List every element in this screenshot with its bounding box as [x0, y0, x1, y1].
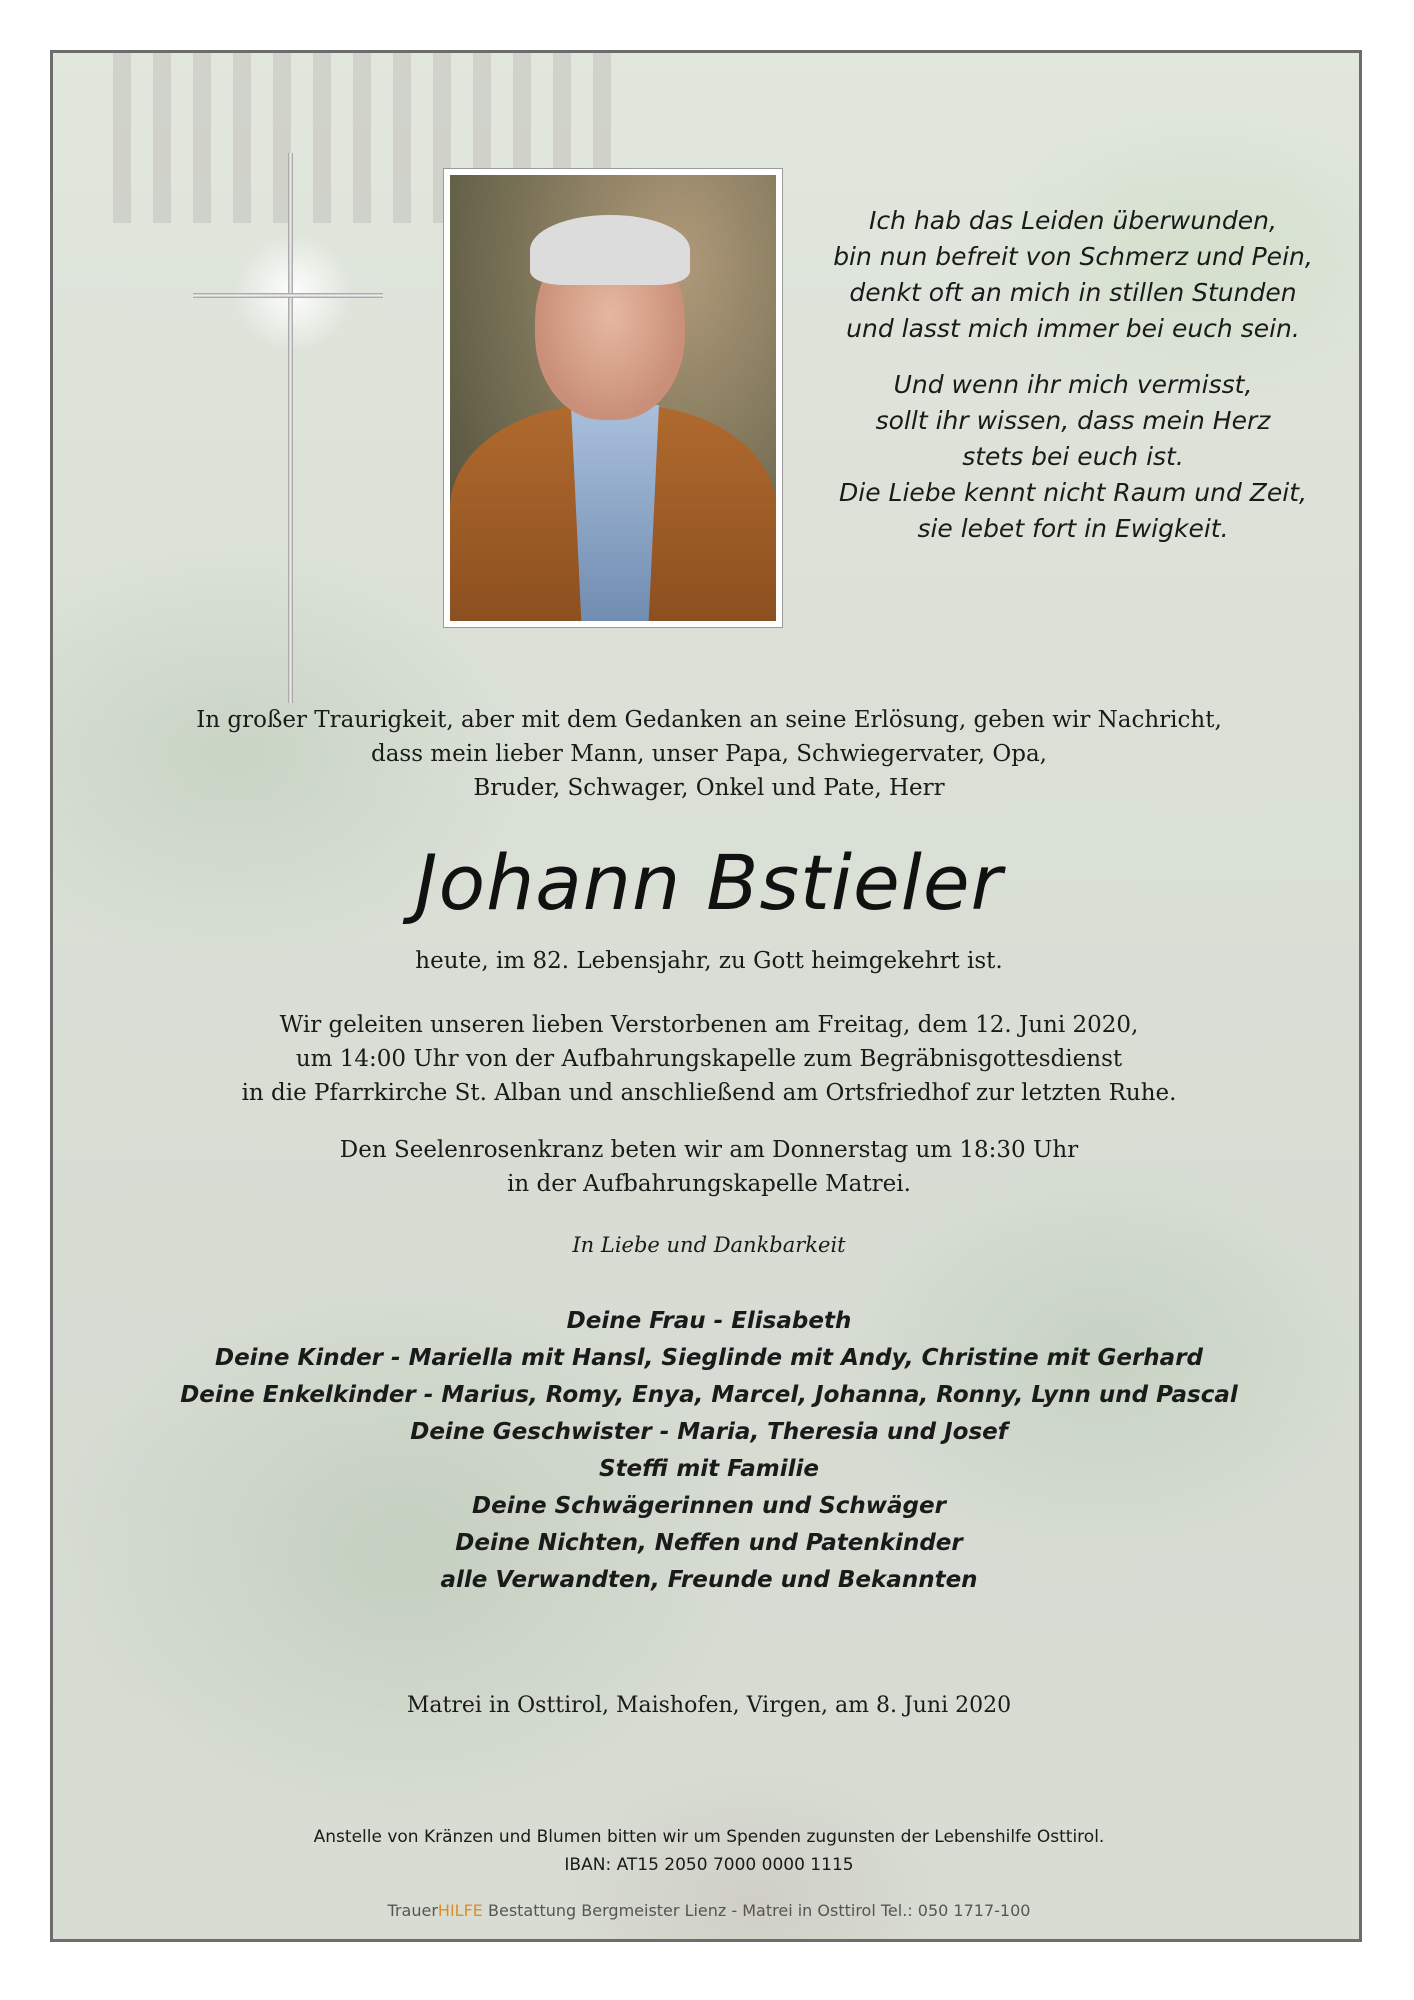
place-date: Matrei in Osttirol, Maishofen, Virgen, am 8. Juni 2020	[406, 1693, 1012, 1718]
poem-line: Ich hab das Leiden überwunden,	[869, 206, 1277, 235]
deceased-name: Johann Bstieler	[415, 838, 1003, 927]
poem-line: bin nun befreit von Schmerz und Pein,	[833, 242, 1313, 271]
intro-text	[53, 703, 1362, 805]
footer-prefix: Trauer	[387, 1901, 438, 1920]
intro-line: In großer Traurigkeit, aber mit dem Gedanken an seine Erlösung, geben wir Nachricht,	[196, 707, 1222, 733]
intro-line: dass mein lieber Mann, unser Papa, Schwiegervater, Opa,	[371, 741, 1047, 767]
rosary-line: Den Seelenrosenkranz beten wir am Donnerstag um 18:30 Uhr	[339, 1137, 1079, 1163]
family-line: Deine Kinder - Mariella mit Hansl, Sieglinde mit Andy, Christine mit Gerhard	[214, 1345, 1203, 1371]
poem-line: stets bei euch ist.	[962, 442, 1184, 471]
poem-line: denkt oft an mich in stillen Stunden	[849, 278, 1297, 307]
poem	[833, 203, 1313, 567]
poem-stanza-2	[833, 367, 1313, 547]
age-text: heute, im 82. Lebensjahr, zu Gott heimgekehrt ist.	[415, 948, 1003, 974]
funeral-line: Wir geleiten unseren lieben Verstorbenen am Freitag, dem 12. Juni 2020,	[279, 1012, 1139, 1038]
cross-icon	[193, 153, 393, 713]
funeral-home-footer	[53, 1901, 1362, 1920]
poem-line: Die Liebe kennt nicht Raum und Zeit,	[839, 478, 1307, 507]
family-line: Deine Frau - Elisabeth	[566, 1308, 852, 1334]
obituary-card	[50, 50, 1362, 1942]
iban-line: IBAN: AT15 2050 7000 0000 1115	[564, 1855, 854, 1875]
poem-stanza-1	[833, 203, 1313, 347]
footer-rest: Bestattung Bergmeister Lienz - Matrei in Osttirol Tel.: 050 1717-100	[482, 1901, 1031, 1920]
family-line: Deine Schwägerinnen und Schwäger	[472, 1493, 946, 1519]
funeral-line: um 14:00 Uhr von der Aufbahrungskapelle zum Begräbnisgottesdienst	[295, 1046, 1123, 1072]
funeral-line: in die Pfarrkirche St. Alban und anschließend am Ortsfriedhof zur letzten Ruhe.	[241, 1080, 1177, 1106]
donation-info	[53, 1823, 1362, 1879]
donation-line: Anstelle von Kränzen und Blumen bitten wir um Spenden zugunsten der Lebenshilfe Osttirol.	[313, 1827, 1105, 1847]
intro-line: Bruder, Schwager, Onkel und Pate, Herr	[473, 775, 945, 801]
poem-line: Und wenn ihr mich vermisst,	[893, 370, 1253, 399]
family-list	[53, 1303, 1362, 1599]
portrait-photo	[443, 168, 783, 628]
family-line: Deine Geschwister - Maria, Theresia und Josef	[410, 1419, 1008, 1445]
family-line: Deine Enkelkinder - Marius, Romy, Enya, Marcel, Johanna, Ronny, Lynn und Pascal	[180, 1382, 1238, 1408]
family-line: Deine Nichten, Neffen und Patenkinder	[455, 1530, 963, 1556]
rosary-line: in der Aufbahrungskapelle Matrei.	[507, 1171, 911, 1197]
family-line: alle Verwandten, Freunde und Bekannten	[440, 1567, 978, 1593]
thanks-text: In Liebe und Dankbarkeit	[572, 1233, 846, 1257]
footer-brand: HILFE	[437, 1901, 483, 1920]
rosary-info	[53, 1133, 1362, 1201]
poem-line: sollt ihr wissen, dass mein Herz	[875, 406, 1271, 435]
funeral-info	[53, 1008, 1362, 1110]
poem-line: und lasst mich immer bei euch sein.	[846, 314, 1300, 343]
family-line: Steffi mit Familie	[599, 1456, 819, 1482]
poem-line: sie lebet fort in Ewigkeit.	[917, 514, 1229, 543]
